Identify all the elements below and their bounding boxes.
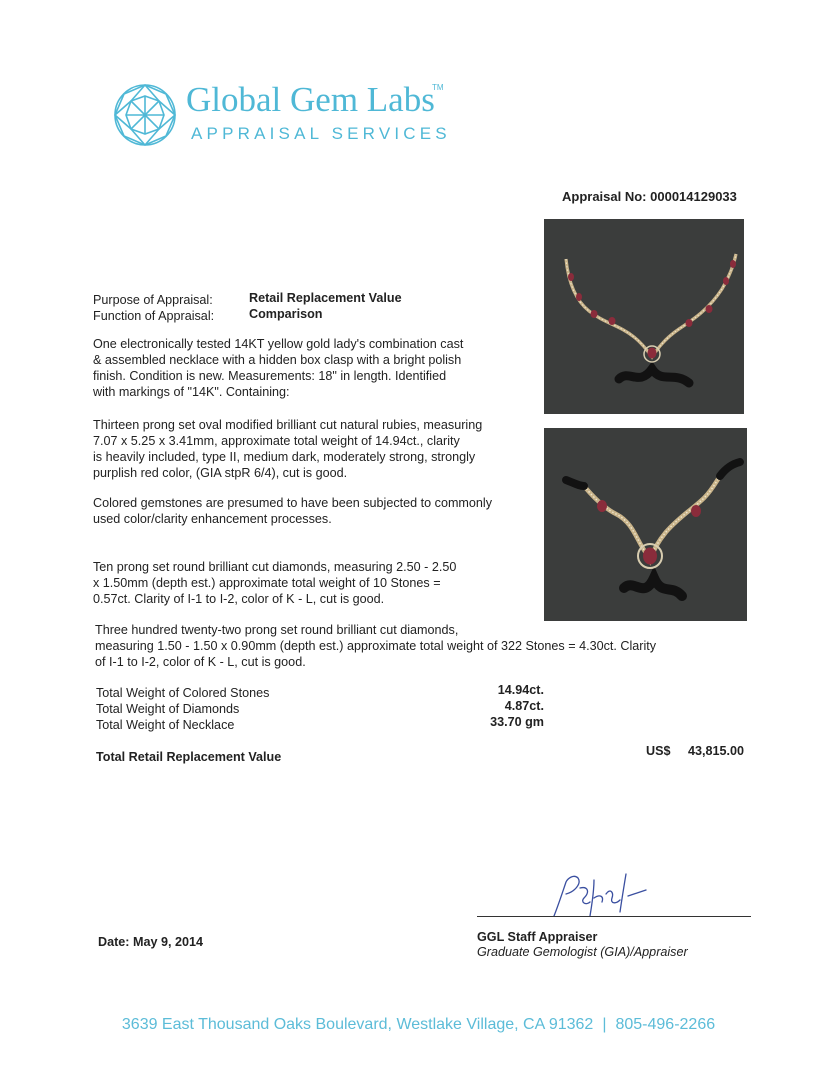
rubies-line: Thirteen prong set oval modified brilliant cut natural rubies, measuring — [93, 418, 483, 432]
diamonds-line: x 1.50mm (depth est.) approximate total weight of 10 Stones = — [93, 576, 441, 590]
footer-contact — [0, 1016, 837, 1034]
total-necklace-value: 33.70 gm — [490, 715, 544, 729]
footer-address: 3639 East Thousand Oaks Boulevard, Westlake Village, CA 91362 — [121, 1016, 594, 1033]
rubies-paragraph — [93, 417, 482, 481]
logo-trademark: TM — [432, 83, 444, 92]
description-line: One electronically tested 14KT yellow gold lady's combination cast — [93, 337, 464, 351]
diamonds-line: 0.57ct. Clarity of I-1 to I-2, color of K - L, cut is good. — [93, 592, 385, 606]
diamonds-line: Ten prong set round brilliant cut diamonds, measuring 2.50 - 2.50 — [93, 560, 457, 574]
total-colored-value: 14.94ct. — [497, 683, 544, 697]
total-diamonds-value: 4.87ct. — [504, 699, 544, 713]
rubies-line: purplish red color, (GIA stpR 6/4), cut is good. — [93, 466, 348, 480]
necklace-closeup-photo — [544, 428, 747, 621]
description-line: with markings of "14K". Containing: — [93, 385, 290, 399]
appraiser-credential: Graduate Gemologist (GIA)/Appraiser — [477, 945, 688, 959]
appraiser-title: GGL Staff Appraiser — [477, 930, 598, 944]
enhancement-line: used color/clarity enhancement processes. — [93, 512, 332, 526]
total-necklace-label: Total Weight of Necklace — [96, 718, 235, 732]
gem-icon — [112, 82, 178, 148]
diamonds-line: Three hundred twenty-two prong set round brilliant cut diamonds, — [95, 623, 459, 637]
logo-subtitle: APPRAISAL SERVICES — [191, 124, 451, 143]
appraisal-date: Date: May 9, 2014 — [98, 935, 204, 949]
signature-line — [477, 916, 751, 917]
logo — [112, 82, 182, 152]
diamonds-paragraph-2 — [95, 622, 656, 670]
retail-amount: 43,815.00 — [688, 744, 745, 758]
description-paragraph — [93, 336, 463, 400]
rubies-line: 7.07 x 5.25 x 3.41mm, approximate total weight of 14.94ct., clarity — [93, 434, 460, 448]
total-diamonds-label: Total Weight of Diamonds — [96, 702, 240, 716]
necklace-full-photo — [544, 219, 744, 414]
purpose-value: Retail Replacement Value — [249, 291, 402, 305]
diamonds-line: measuring 1.50 - 1.50 x 0.90mm (depth est.) approximate total weight of 322 Stones = 4.30ct. Clarity — [95, 639, 657, 653]
retail-value-label: Total Retail Replacement Value — [96, 750, 282, 764]
total-colored-label: Total Weight of Colored Stones — [96, 686, 270, 700]
diamonds-paragraph-1 — [93, 559, 456, 607]
retail-currency: US$ — [646, 744, 671, 758]
footer-phone: 805-496-2266 — [615, 1016, 716, 1033]
enhancement-paragraph — [93, 495, 492, 527]
signature-image — [540, 868, 650, 920]
description-line: finish. Condition is new. Measurements: 18" in length. Identified — [93, 369, 447, 383]
function-label: Function of Appraisal: — [93, 309, 215, 323]
purpose-label: Purpose of Appraisal: — [93, 293, 213, 307]
function-value: Comparison — [249, 307, 323, 321]
diamonds-line: of I-1 to I-2, color of K - L, cut is good. — [95, 655, 306, 669]
rubies-line: is heavily included, type II, medium dark, moderately strong, strongly — [93, 450, 476, 464]
description-line: & assembled necklace with a hidden box clasp with a bright polish — [93, 353, 462, 367]
logo-title: Global Gem Labs — [186, 80, 435, 119]
footer-separator: | — [602, 1016, 607, 1033]
appraisal-number: Appraisal No: 000014129033 — [562, 189, 737, 204]
enhancement-line: Colored gemstones are presumed to have been subjected to commonly — [93, 496, 493, 510]
